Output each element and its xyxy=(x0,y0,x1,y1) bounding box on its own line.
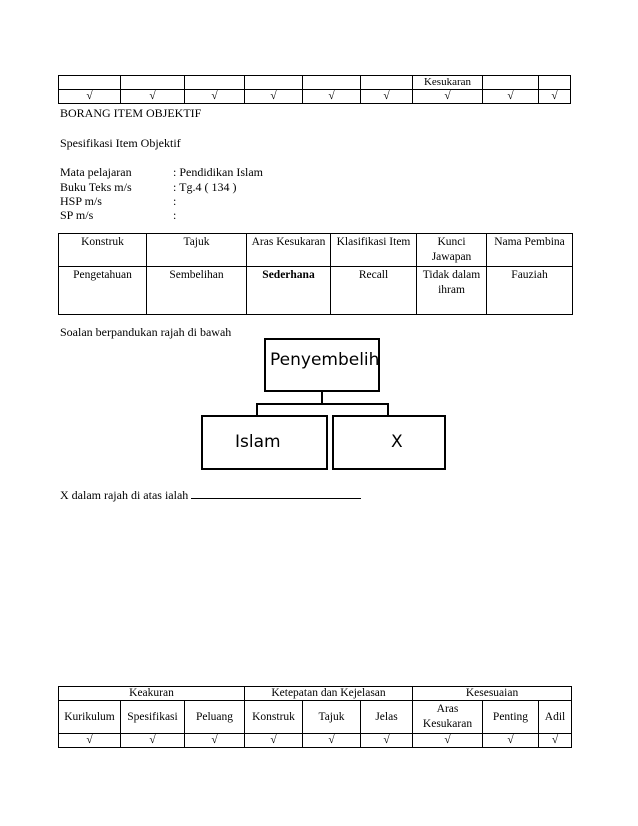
column-header: Aras Kesukaran xyxy=(413,701,483,734)
check-mark: √ xyxy=(361,90,413,104)
column-header: Kurikulum xyxy=(59,701,121,734)
spec-header: Tajuk xyxy=(147,234,247,267)
form-subtitle: Spesifikasi Item Objektif xyxy=(60,136,181,150)
check-mark: √ xyxy=(185,734,245,748)
spec-cell: Pengetahuan xyxy=(59,267,147,315)
spec-header: Klasifikasi Item xyxy=(331,234,417,267)
spec-header: Kunci Jawapan xyxy=(417,234,487,267)
question-intro: Soalan berpandukan rajah di bawah xyxy=(60,325,232,339)
spec-header: Aras Kesukaran xyxy=(247,234,331,267)
group-header: Kesesuaian xyxy=(413,687,572,701)
spec-cell: Sembelihan xyxy=(147,267,247,315)
field-value: : xyxy=(173,208,177,222)
column-header: Tajuk xyxy=(303,701,361,734)
evaluation-table xyxy=(58,686,572,748)
column-header: Spesifikasi xyxy=(121,701,185,734)
column-header: Adil xyxy=(539,701,572,734)
field-label: Mata pelajaran xyxy=(60,165,132,179)
spec-cell: Recall xyxy=(331,267,417,315)
answer-blank xyxy=(191,487,361,499)
field-label: Buku Teks m/s xyxy=(60,180,132,194)
spec-header: Konstruk xyxy=(59,234,147,267)
check-mark: √ xyxy=(413,90,483,104)
spec-cell: Sederhana xyxy=(247,267,331,315)
check-mark: √ xyxy=(245,734,303,748)
column-header: Peluang xyxy=(185,701,245,734)
top-checklist-table xyxy=(58,75,571,104)
check-mark: √ xyxy=(121,90,185,104)
question-prompt-line xyxy=(60,487,361,503)
left-box xyxy=(201,415,328,470)
spec-cell: Tidak dalam ihram xyxy=(417,267,487,315)
group-header: Ketepatan dan Kejelasan xyxy=(245,687,413,701)
check-mark: √ xyxy=(245,90,303,104)
root-label: Penyembelih xyxy=(270,350,380,370)
field-value: : Tg.4 ( 134 ) xyxy=(173,180,237,194)
form-title: BORANG ITEM OBJEKTIF xyxy=(60,106,202,120)
column-header: Jelas xyxy=(361,701,413,734)
kesukaran-header: Kesukaran xyxy=(413,76,483,90)
connector-horizontal xyxy=(256,403,388,405)
check-mark: √ xyxy=(413,734,483,748)
field-value: : Pendidikan Islam xyxy=(173,165,263,179)
check-mark: √ xyxy=(303,90,361,104)
column-header: Penting xyxy=(483,701,539,734)
right-label: X xyxy=(391,432,403,452)
root-box xyxy=(264,338,380,392)
left-label: Islam xyxy=(235,432,281,452)
spec-table xyxy=(58,233,573,315)
spec-header: Nama Pembina xyxy=(487,234,573,267)
check-mark: √ xyxy=(483,90,539,104)
check-mark: √ xyxy=(483,734,539,748)
check-mark: √ xyxy=(539,90,571,104)
group-header: Keakuran xyxy=(59,687,245,701)
column-header: Konstruk xyxy=(245,701,303,734)
right-box xyxy=(332,415,446,470)
check-mark: √ xyxy=(361,734,413,748)
check-mark: √ xyxy=(121,734,185,748)
field-label: SP m/s xyxy=(60,208,94,222)
spec-cell: Fauziah xyxy=(487,267,573,315)
field-value: : xyxy=(173,194,177,208)
check-mark: √ xyxy=(59,90,121,104)
field-label: HSP m/s xyxy=(60,194,102,208)
check-mark: √ xyxy=(303,734,361,748)
check-mark: √ xyxy=(539,734,572,748)
check-mark: √ xyxy=(185,90,245,104)
question-prompt: X dalam rajah di atas ialah xyxy=(60,488,189,502)
check-mark: √ xyxy=(59,734,121,748)
